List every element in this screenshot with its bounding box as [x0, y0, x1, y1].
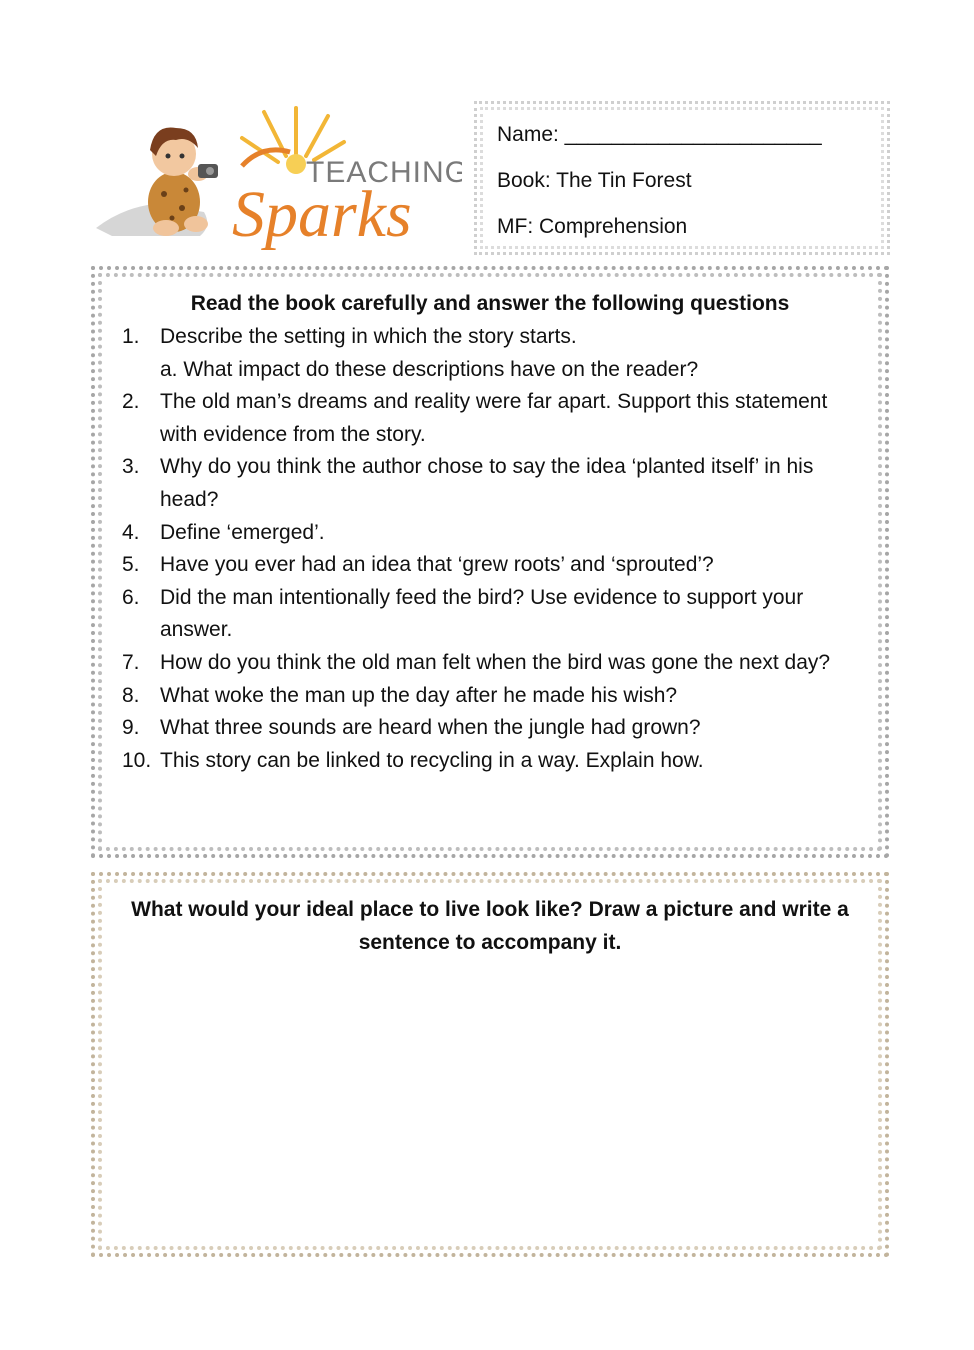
logo-text-teaching: TEACHING	[306, 156, 462, 189]
question-text: What three sounds are heard when the jungle had grown?	[160, 716, 701, 740]
logo-text-sparks: Sparks	[232, 178, 412, 251]
question-number: 5.	[122, 553, 140, 577]
book-title: Book: The Tin Forest	[497, 169, 692, 192]
question-number: 2.	[122, 390, 140, 414]
questions-box	[91, 266, 889, 858]
question-number: 1.	[122, 325, 140, 348]
question-item	[122, 549, 858, 582]
question-text: How do you think the old man felt when the bird was gone the next day?	[160, 650, 831, 674]
question-item	[122, 321, 858, 354]
question-number: 10.	[122, 748, 152, 772]
question-text: Describe the setting in which the story starts.	[160, 325, 577, 348]
sub-question-item	[122, 354, 858, 387]
question-text: What woke the man up the day after he made his wish?	[160, 683, 678, 707]
question-item	[122, 647, 858, 680]
question-text: Did the man intentionally feed the bird? Use evidence to support your answer.	[160, 585, 804, 642]
question-item	[122, 386, 858, 451]
mf-label: MF: Comprehension	[497, 215, 688, 238]
question-item	[122, 745, 858, 778]
question-number: 6.	[122, 585, 140, 609]
question-text: Why do you think the author chose to say the idea ‘planted itself’ in his head?	[160, 455, 814, 511]
question-text: Define ‘emerged’.	[160, 520, 325, 544]
question-text: The old man’s dreams and reality were far apart. Support this statement with evidence from the story.	[160, 390, 828, 446]
question-text: This story can be linked to recycling in a way. Explain how.	[160, 748, 704, 772]
question-list	[122, 321, 858, 777]
question-item	[122, 517, 858, 550]
question-number: 8.	[122, 683, 140, 707]
questions-heading: Read the book carefully and answer the following questions	[190, 292, 790, 315]
question-item	[122, 680, 858, 713]
question-number: 7.	[122, 650, 140, 674]
question-number: 3.	[122, 455, 140, 479]
question-number: 4.	[122, 520, 140, 544]
question-item	[122, 582, 858, 647]
name-field[interactable]: Name: ______________________	[497, 123, 822, 146]
question-number: 9.	[122, 716, 140, 740]
drawing-box[interactable]	[91, 872, 889, 1257]
logo-graphic	[92, 104, 462, 254]
drawing-prompt: What would your ideal place to live look like? Draw a picture and write a sentence to accompany it.	[131, 898, 849, 954]
question-item	[122, 451, 858, 516]
question-text: Have you ever had an idea that ‘grew roots’ and ‘sprouted’?	[160, 553, 714, 577]
student-info-box	[474, 101, 890, 255]
teaching-sparks-logo	[92, 104, 462, 254]
question-item	[122, 712, 858, 745]
question-text: a. What impact do these descriptions have on the reader?	[160, 357, 699, 381]
